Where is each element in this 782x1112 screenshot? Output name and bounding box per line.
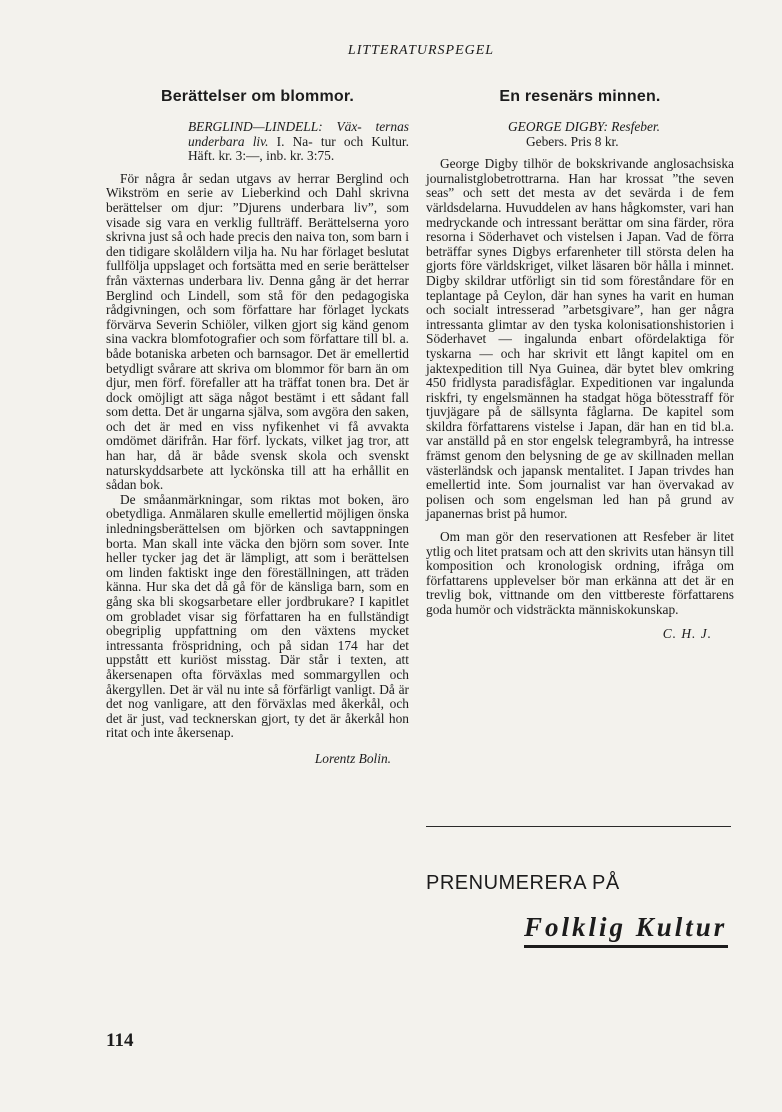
section-divider (426, 826, 731, 827)
review-paragraph: De småanmärkningar, som riktas mot boken, äro obetydliga. Anmälaren skulle emellertid möjligen önska inledningsberättelsen om björken och savtappningen borta. Man skall inte väcka den björn som sover. Inte heller tycker jag det är lämpligt, att som i berättelsen om linden faktiskt inge den föreställningen, att träden känna. Hur ska det då gå för de känsliga barn, som en gång ska bli skogsarbetare eller jordbrukare? I kapitlet om grobladet visar sig författaren ha en fullständigt obegriplig uppfattning om den växtens mycket intressanta fröspridning, och på sidan 174 har det uppstått ett kuriöst misstag. Där står i texten, att åkersenapen ofta förväxlas med sommargyllen och åkergyllen. Det är väl nu inte så förfärligt vanligt. Då är det nog vanligare, att den förväxlas med åkerkål, och det är just, vad tecknerskan gjort, ty det är åkerkål hon ritat och inte åkersenap. (106, 491, 409, 741)
review-right-column (426, 88, 734, 642)
logo-underline (524, 945, 728, 948)
review-heading-right: En resenärs minnen. (499, 88, 661, 105)
magazine-logo: Folklig Kultur (524, 912, 728, 942)
biblio-title-cont: ternas underbara liv. (188, 119, 409, 149)
reviewer-signature: Lorentz Bolin. (314, 750, 391, 766)
biblio-volume: I. Na- (268, 133, 313, 149)
review-left-column (106, 88, 409, 767)
bibliographic-entry-left (188, 120, 409, 164)
biblio-publisher: tur och Kultur. Häft. kr. (188, 133, 409, 164)
biblio-price: 3:—, inb. kr. 3:75. (235, 148, 335, 164)
biblio-author-title: BERGLIND—LINDELL: Väx- (188, 119, 362, 134)
page-number: 114 (106, 1030, 134, 1051)
bibliographic-entry-right (508, 120, 734, 149)
biblio-publisher-price: Gebers. Pris 8 kr. (526, 133, 619, 149)
review-paragraph: George Digby tilhör de bokskrivande anglosachsiska journalistglobetrottrarna. Han har krossat ”the seven seas” och sett det mesta av det sevärda i de fem världsdelarna. Huvuddelen av hans hågkomster, vari han medryckande och intressant berättar om sina färder, röra resorna i Söderhavet och vistelsen i Japan. Vad de förra beträffar synes Digbys erfarenheter till största delen ha gjorts före världskriget, vilket läsaren bör hålla i minnet. Digby skildrar utförligt sin tid som föreståndare för en teplantage på Ceylon, där han synes ha varit en human och socialt intresserad ”arbetsgivare”, han ger några intressanta glimtar av den tyska kolonisationshistorien i Söderhavet — ingalunda enbart ofördelaktiga för tyskarna — och har skrivit ett långt kapitel om en jaktexpedition till Nya Guinea, där bytet blev omkring 450 fridlysta paradisfåglar. Expeditionen var ingalunda riskfri, ty engelsmännen ha stadgat höga bötesstraff för tjuvjägare på de sällsynta fåglarna. De kapitel som skildra författarens vistelse i Japan, där han en tid bl.a. var anställd på en stor engelsk telegrambyrå, ha intresse främst genom den belysning de ge av skillnaden mellan västerländsk och japansk mentalitet. I Japan trivdes han emellertid inte. Som journalist var han övervakad av polisen och som engelsman led han på grund av japanernas brist på humor. (426, 156, 734, 522)
subscribe-prompt: PRENUMERERA PÅ (426, 872, 620, 894)
running-head: LITTERATURSPEGEL (347, 43, 495, 58)
reviewer-signature: C. H. J. (662, 625, 712, 641)
review-heading-left: Berättelser om blommor. (160, 88, 355, 105)
review-paragraph: För några år sedan utgavs av herrar Berglind och Wikström en serie av Lieberkind och Dahl skrivna berättelser om djur: ”Djurens underbara liv”, som visade sig vara en verklig fullträff. Berättelserna yoro skrivna just så och hade precis den naiva ton, som barn i den tidigare skolåldern vilja ha. Nu har förlaget beslutat fullfölja uppslaget och fortsätta med en serie berättelser från växternas underbara liv. Denna gång är det herrar Berglind och Lindell, som stå för den pedagogiska rådgivningen, och som författare har förlaget lyckats förvärva Severin Schiöler, vilken gjort sig känd genom sina vackra blomfotografier och som författare till bl. a. både botaniska arbeten och barnsagor. Det är emellertid betydligt svårare att skriva om blommor för barn än om djur, men förf. förefaller att ha träffat tonen bra. Det är dock omöjligt att säga något bestämt i ett sådant fall som detta. Det är ungarna själva, som avgöra den saken, och det är med en viss nyfikenhet vi få avvakta omdömet därifrån. Har förf. lyckats, vilket jag tror, att han har, då är både svensk skola och svenskt naturskyddsarbete att lyckönska till att ha erhållit en sådan bok. (106, 170, 409, 493)
review-paragraph: Om man gör den reservationen att Resfeber är litet ytlig och litet pratsam och att den skrivits utan hänsyn till komposition och kronologisk ordning, ifråga om författarens upplevelser bör man erkänna att det är en trevlig bok, vittnande om den vittbereste författarens goda humör och vidsträckta människokunskap. (426, 529, 734, 617)
biblio-author-title: GEORGE DIGBY: Resfeber. (508, 119, 660, 134)
